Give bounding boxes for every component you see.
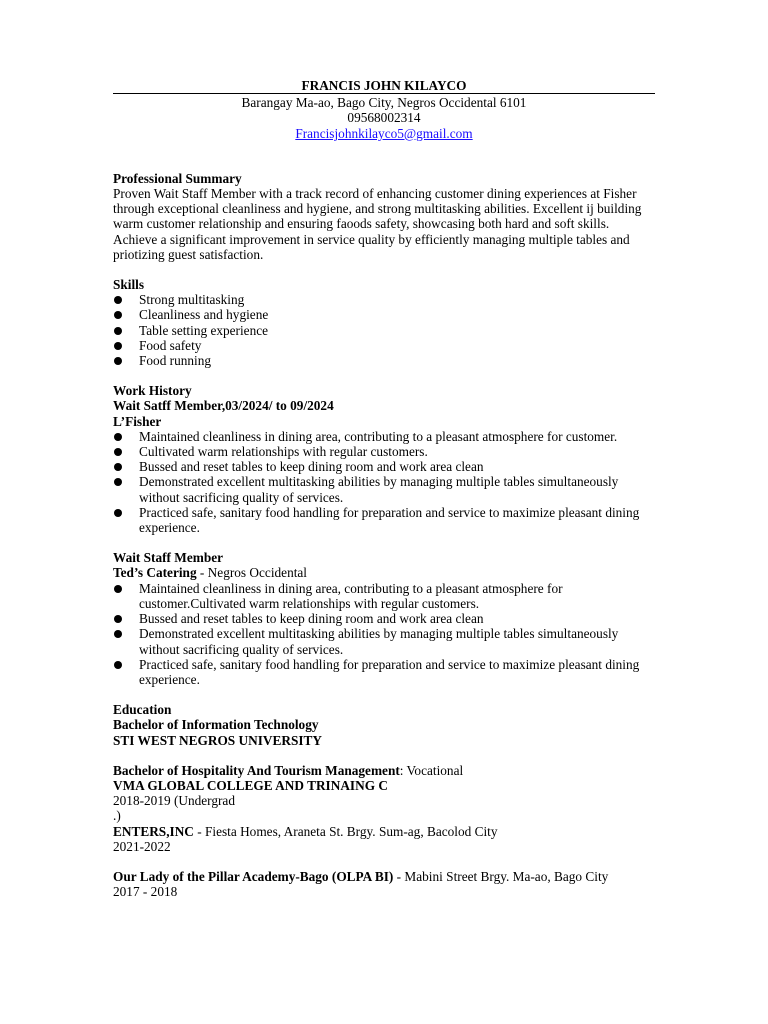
job2-company-line bbox=[113, 565, 655, 580]
job1-duty-item: Demonstrated excellent multitasking abilities by managing multiple tables simultaneously without sacrificing quality of services. bbox=[113, 474, 655, 504]
edu2-center-years: 2021-2022 bbox=[113, 838, 171, 854]
job1-duty-item: Bussed and reset tables to keep dining room and work area clean bbox=[113, 459, 655, 474]
edu2-center: ENTERS,INC bbox=[113, 823, 194, 839]
contact-phone: 09568002314 bbox=[347, 110, 421, 126]
edu1-school: STI WEST NEGROS UNIVERSITY bbox=[113, 732, 323, 748]
summary-text: Proven Wait Staff Member with a track record of enhancing customer dining experiences at Fisher through exceptional cleanliness and hygiene, and strong multitasking abilities. Excellent ij building warm customer relationship and ensuring faoods safety, showcasing both hard and soft skills. Achieve a significant improvement in service quality by efficiently managing multiple tables and priotizing guest satisfaction. bbox=[113, 186, 642, 262]
edu3-years: 2017 - 2018 bbox=[113, 884, 178, 900]
job2-duty-item: Practiced safe, sanitary food handling for preparation and service to maximize pleasant dining experience. bbox=[113, 657, 655, 687]
job1-duties bbox=[113, 429, 655, 535]
skill-item: Cleanliness and hygiene bbox=[113, 307, 655, 322]
skill-item: Strong multitasking bbox=[113, 292, 655, 307]
edu1-degree: Bachelor of Information Technology bbox=[113, 717, 319, 733]
skill-item: Table setting experience bbox=[113, 323, 655, 338]
job1-title: Wait Satff Member,03/2024/ to 09/2024 bbox=[113, 398, 334, 414]
applicant-name: FRANCIS JOHN KILAYCO bbox=[301, 78, 467, 93]
edu3-address: - Mabini Street Brgy. Ma-ao, Bago City bbox=[393, 868, 609, 884]
job1-duty-item: Cultivated warm relationships with regular customers. bbox=[113, 444, 655, 459]
edu2-center-address: - Fiesta Homes, Araneta St. Brgy. Sum-ag, Bacolod City bbox=[193, 823, 498, 839]
edu2-degree-line bbox=[113, 763, 655, 778]
job2-company: Ted’s Catering bbox=[113, 565, 197, 581]
contact-address: Barangay Ma-ao, Bago City, Negros Occidental 6101 bbox=[241, 95, 527, 111]
job2-title: Wait Staff Member bbox=[113, 550, 224, 566]
edu2-years-cont: .) bbox=[113, 808, 121, 824]
job2-duties bbox=[113, 581, 655, 687]
edu2-center-line bbox=[113, 824, 655, 839]
edu2-school: VMA GLOBAL COLLEGE AND TRINAING C bbox=[113, 777, 388, 793]
skill-item: Food running bbox=[113, 353, 655, 368]
edu2-degree: Bachelor of Hospitality And Tourism Management bbox=[113, 762, 400, 778]
email-link[interactable]: Francisjohnkilayco5@gmail.com bbox=[295, 125, 473, 141]
job1-duty-item: Maintained cleanliness in dining area, contributing to a pleasant atmosphere for customer. bbox=[113, 429, 655, 444]
edu2-degree-suffix: : Vocational bbox=[399, 762, 464, 778]
skill-item: Food safety bbox=[113, 338, 655, 353]
work-history-heading: Work History bbox=[113, 383, 192, 399]
job2-duty-item: Maintained cleanliness in dining area, contributing to a pleasant atmosphere for customer.Cultivated warm relationships with regular customers. bbox=[113, 581, 655, 611]
job1-duty-item: Practiced safe, sanitary food handling for preparation and service to maximize pleasant dining experience. bbox=[113, 505, 655, 535]
edu3-school-line bbox=[113, 869, 655, 884]
edu2-years: 2018-2019 (Undergrad bbox=[113, 793, 235, 809]
contact-email-line bbox=[113, 126, 655, 141]
resume-page bbox=[113, 78, 655, 899]
edu3-school: Our Lady of the Pillar Academy-Bago (OLPA BI) bbox=[113, 868, 394, 884]
skills-heading: Skills bbox=[113, 277, 145, 293]
job2-duty-item: Demonstrated excellent multitasking abilities by managing multiple tables simultaneously without sacrificing quality of services. bbox=[113, 626, 655, 656]
job2-location: - Negros Occidental bbox=[196, 565, 308, 581]
summary-heading: Professional Summary bbox=[113, 170, 242, 186]
header-divider bbox=[113, 93, 655, 94]
job2-duty-item: Bussed and reset tables to keep dining room and work area clean bbox=[113, 611, 655, 626]
education-heading: Education bbox=[113, 702, 172, 718]
skills-list bbox=[113, 292, 655, 368]
job1-company: L’Fisher bbox=[113, 413, 162, 429]
